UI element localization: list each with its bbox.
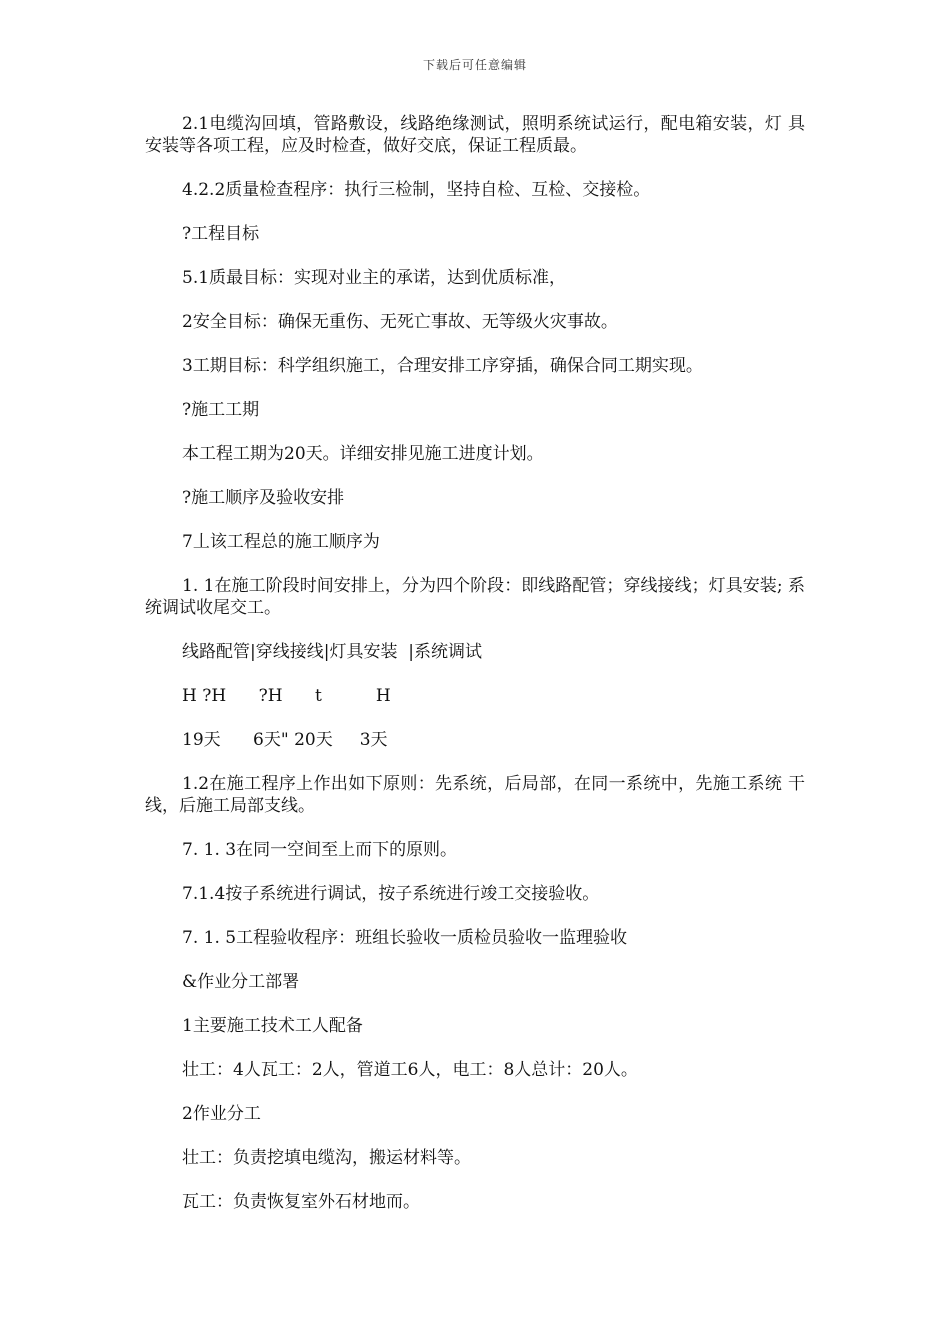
paragraph-work-division-title: 2作业分工 [182,1104,261,1124]
document-body [145,113,805,1213]
paragraph-worker-allocation: 壮工：4人瓦工：2人，管道工6人，电工：8人总计：20人。 [182,1060,638,1080]
heading-work-division: &作业分工部署 [182,972,300,992]
heading-construction-period: ?施工工期 [182,400,260,420]
paragraph-quality-procedure: 4.2.2质量检查程序：执行三检制，坚持自检、互检、交接检。 [182,180,651,200]
paragraph-overall-sequence: 7丄该工程总的施工顺序为 [182,532,380,552]
paragraph-worker-allocation-title: 1主要施工技术工人配备 [182,1016,363,1036]
paragraph-top-down-principle: 7. 1. 3在同一空间至上而下的原则。 [182,840,458,860]
paragraph-sequence-principle: 1.2在施工程序上作出如下原则：先系统，后局部，在同一系统中，先施工系统 干线，后施工局部支线。 [145,774,805,816]
paragraph-stage-markers: H ?H ?H t H [182,686,391,706]
paragraph-four-stages: 1. 1在施工阶段时间安排上，分为四个阶段：即线路配管；穿线接线；灯具安装; 系统调试收尾交工。 [145,576,805,618]
heading-project-goals: ?工程目标 [182,224,260,244]
paragraph-laborer-duty: 壮工：负责挖填电缆沟，搬运材料等。 [182,1148,471,1168]
paragraph-quality-goal: 5.1质最目标：实现对业主的承诺，达到优质标准， [182,268,567,288]
paragraph-stage-durations: 19天 6天" 20天 3天 [182,730,388,750]
paragraph-stage-names: 线路配管|穿线接线|灯具安装 |系统调试 [182,642,482,662]
paragraph-subsystem-testing: 7.1.4按子系统进行调试，按子系统进行竣工交接验收。 [182,884,600,904]
paragraph-safety-goal: 2安全目标：确保无重伤、无死亡事故、无等级火灾事故。 [182,312,618,332]
heading-sequence-acceptance: ?施工顺序及验收安排 [182,488,345,508]
page-header: 下载后可任意编辑 [422,58,527,72]
paragraph-acceptance-procedure: 7. 1. 5工程验收程序：班组长验收一质检员验收一监理验收 [182,928,628,948]
paragraph-cable-trench: 2.1电缆沟回填，管路敷设，线路绝缘测试，照明系统试运行，配电箱安装，灯 具安装等各项工程，应及时检查，做好交底，保证工程质最。 [145,114,805,156]
paragraph-mason-duty: 瓦工：负责恢复室外石材地而。 [182,1192,420,1212]
paragraph-schedule-goal: 3工期目标：科学组织施工，合理安排工序穿插，确保合同工期实现。 [182,356,703,376]
paragraph-construction-period: 本工程工期为20天。详细安排见施工进度计划。 [182,444,544,464]
